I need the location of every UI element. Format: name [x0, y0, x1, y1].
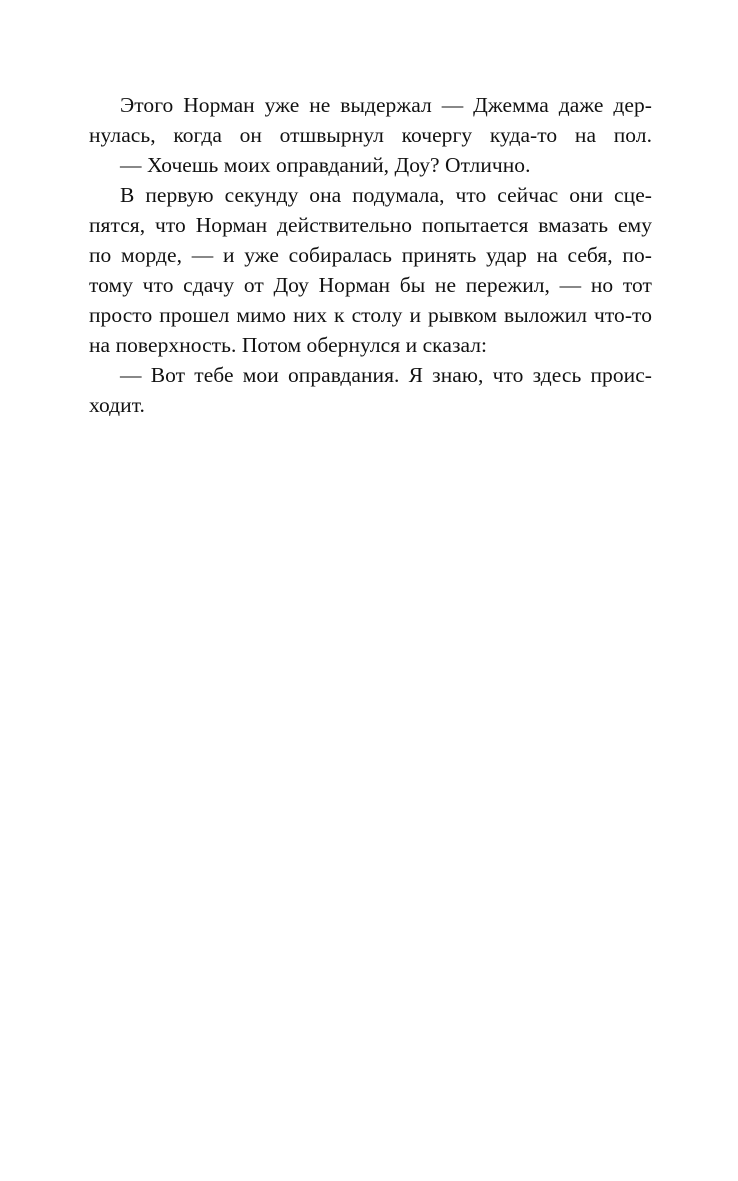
text-line: пятся, что Норман действительно попытается вмазать ему — [89, 213, 652, 237]
text-line: — Вот тебе мои оправдания. Я знаю, что здесь проис- — [120, 363, 652, 387]
text-line: по морде, — и уже собиралась принять удар на себя, по- — [89, 243, 652, 267]
text-line: Этого Норман уже не выдержал — Джемма даже дер- — [120, 93, 652, 117]
body-text — [89, 90, 652, 420]
text-line: ходит. — [89, 393, 145, 417]
text-line: на поверхность. Потом обернулся и сказал: — [89, 333, 488, 357]
text-line: В первую секунду она подумала, что сейчас они сце- — [120, 183, 652, 207]
text-line: тому что сдачу от Доу Норман бы не пережил, — но тот — [89, 273, 652, 297]
text-line: нулась, когда он отшвырнул кочергу куда-то на пол. — [89, 123, 652, 147]
text-line: — Хочешь моих оправданий, Доу? Отлично. — [120, 153, 531, 177]
text-line: просто прошел мимо них к столу и рывком выложил что-то — [89, 303, 652, 327]
